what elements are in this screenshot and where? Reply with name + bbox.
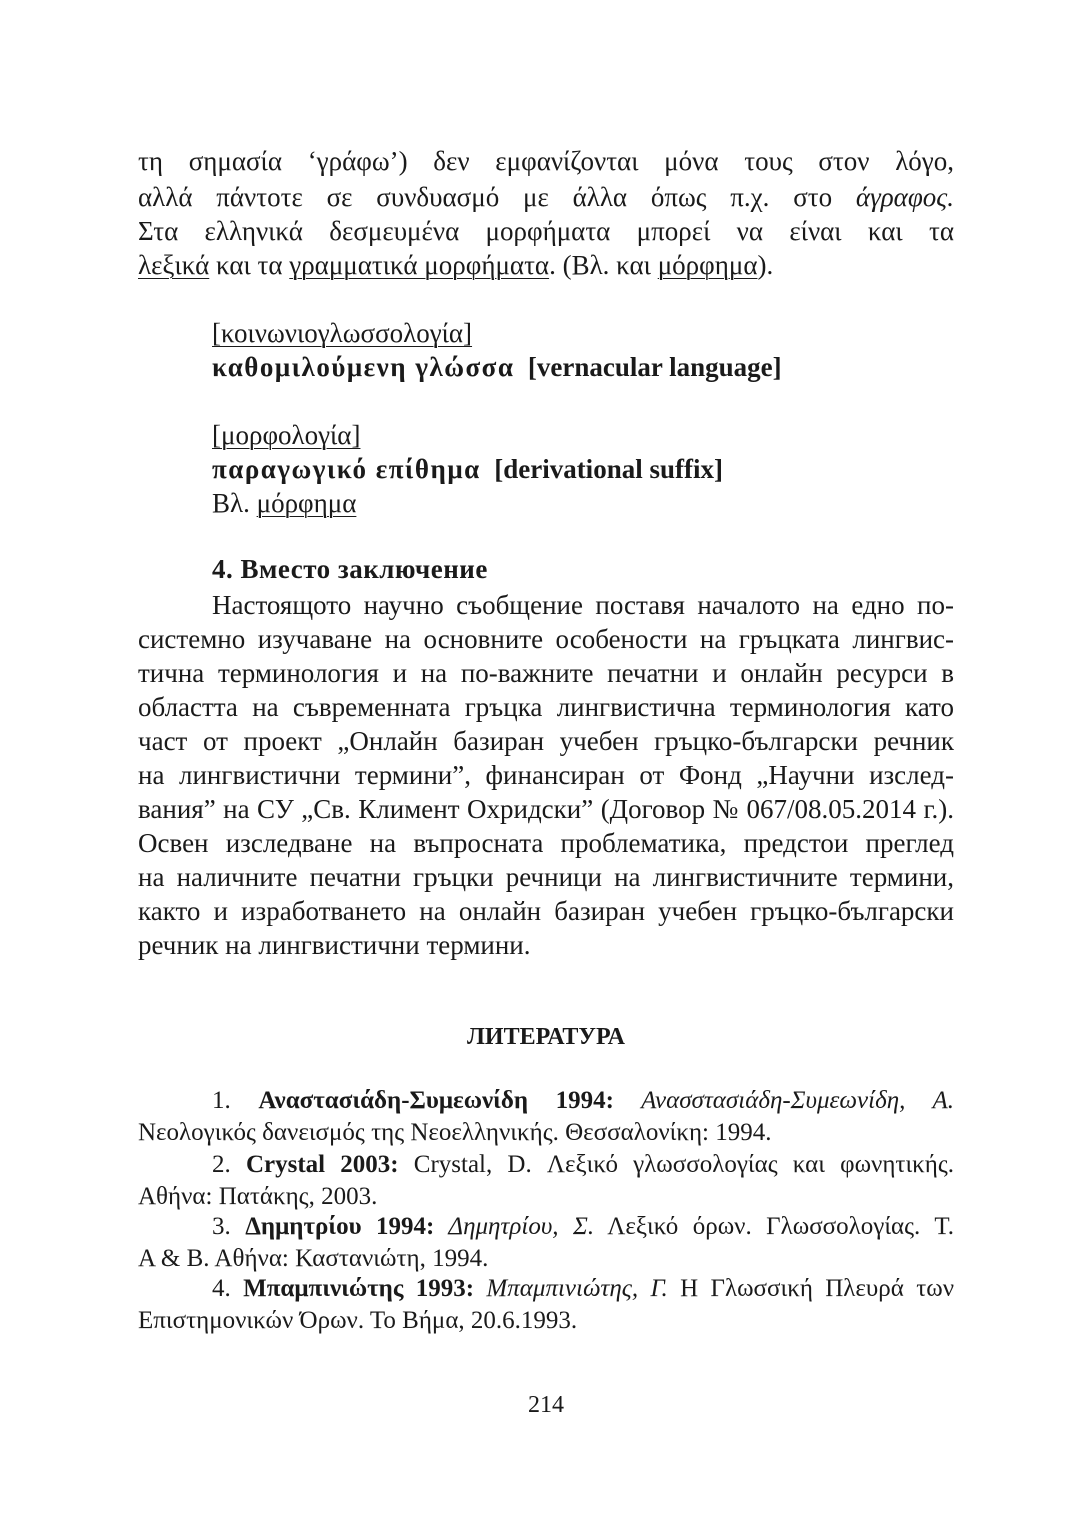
ref-2-line-1 <box>212 1148 954 1182</box>
entry-2-term: παραγωγικό επίθημα <box>212 454 481 484</box>
section-4-line: системно изучаване на основните особености на гръцката лингвис- <box>138 624 954 654</box>
bibliography-heading: ЛИТЕРАТУРА <box>467 1024 625 1050</box>
ref-2-line-2: Αθήνα: Πατάκης, 2003. <box>138 1183 378 1210</box>
entry-1-field <box>212 316 954 350</box>
entry-1-term-line <box>212 350 954 384</box>
intro-line-1: τη σημασία ‘γράφω’) δεν εμφανίζονται μόνα τους στον λόγο, <box>138 146 954 176</box>
intro-line-3: Στα ελληνικά δεσμευμένα μορφήματα μπορεί να είναι και τα <box>138 216 954 246</box>
section-4-line: на лингвистични термини”, финансиран от Фонд „Научни изслед- <box>138 760 954 790</box>
ref-1-num: 1. <box>212 1087 259 1114</box>
page-number: 214 <box>528 1392 564 1418</box>
intro-line-2 <box>138 180 954 214</box>
section-4-line: Настоящото научно съобщение поставя началото на едно по- <box>212 590 954 620</box>
ref-4-rest: Η Γλωσσική Πλευρά των <box>667 1275 955 1302</box>
section-4-line: на наличните печатни гръцки речници на лингвистичните термини, <box>138 862 954 892</box>
ref-1-key: Αναστασιάδη-Συμεωνίδη 1994: <box>258 1087 614 1114</box>
ref-3-num: 3. <box>212 1213 246 1240</box>
intro-line-2-italic: άγραφος. <box>855 182 954 212</box>
section-4-line: вания” на СУ „Св. Климент Охридски” (Договор № 067/08.05.2014 г.). <box>138 794 954 824</box>
intro-line-2-text: αλλά πάντοτε σε συνδυασμό με άλλα όπως π.χ. στο <box>138 182 856 212</box>
entry-1-term: καθομιλούμενη γλώσσα <box>212 352 515 382</box>
ref-4-line-1 <box>212 1272 954 1306</box>
ref-4-num: 4. <box>212 1275 244 1302</box>
section-4-line: Освен изследване на въпросната проблематика, предстои преглед <box>138 828 954 858</box>
ref-4-key: Μπαμπινιώτης 1993: <box>243 1275 475 1302</box>
ref-3-author: Δημητρίου, Σ. <box>434 1213 595 1240</box>
ref-1-line-1 <box>212 1084 954 1118</box>
ref-1-line-2: Νεολογικός δανεισμός της Νεοελληνικής. Θεσσαλονίκη: 1994. <box>138 1119 772 1146</box>
intro-text: και τα <box>209 250 290 280</box>
section-4-line: речник на лингвистични термини. <box>138 930 531 960</box>
entry-2-see <box>212 486 954 520</box>
entry-2-field <box>212 418 954 452</box>
ref-3-line-2: Α & Β. Αθήνα: Καστανιώτη, 1994. <box>138 1245 489 1272</box>
ref-4-line-2: Επιστημονικών Όρων. Το Βήμα, 20.6.1993. <box>138 1307 578 1334</box>
entry-2-field-link[interactable]: [μορφολογία] <box>212 420 361 450</box>
link-lexika[interactable]: λεξικά <box>138 250 210 280</box>
link-morfima[interactable]: μόρφημα <box>657 250 758 280</box>
entry-1-field-link[interactable]: [κοινωνιογλωσσολογία] <box>212 318 473 348</box>
entry-1-english: [vernacular language] <box>527 352 782 382</box>
intro-text: ). <box>757 250 774 280</box>
entry-2-english: [derivational suffix] <box>494 454 723 484</box>
ref-2-num: 2. <box>212 1151 246 1178</box>
ref-2-rest: Crystal, D. Λεξικό γλωσσολογίας και φωνητικής. <box>398 1151 955 1178</box>
ref-2-key: Crystal 2003: <box>245 1151 399 1178</box>
entry-2-see-link[interactable]: μόρφημα <box>256 488 357 518</box>
ref-3-key: Δημητρίου 1994: <box>245 1213 435 1240</box>
ref-1-author: Ανασστασιάδη-Συμεωνίδη, Α. <box>613 1087 955 1114</box>
entry-2-term-line <box>212 452 954 486</box>
section-4-heading: 4. Вместо заключение <box>212 554 488 584</box>
ref-4-author: Μπαμπινιώτης, Γ. <box>474 1275 668 1302</box>
section-4-line: тична терминология и на по-важните печатни и онлайн ресурси в <box>138 658 954 688</box>
ref-3-rest: Λεξικό όρων. Γλωσσολογίας. Τ. <box>594 1213 954 1240</box>
link-grammatika-morfimata[interactable]: γραμματικά μορφήματα <box>289 250 550 280</box>
entry-2-see-prefix: Βλ. <box>212 488 257 518</box>
section-4-line: както и изработването на онлайн базиран учебен гръцко-български <box>138 896 954 926</box>
intro-line-4 <box>138 248 954 282</box>
section-4-line: областта на съвременната гръцка лингвистична терминология като <box>138 692 954 722</box>
intro-text: . (Βλ. και <box>549 250 658 280</box>
section-4-line: част от проект „Онлайн базиран учебен гръцко-български речник <box>138 726 954 756</box>
ref-3-line-1 <box>212 1210 954 1244</box>
